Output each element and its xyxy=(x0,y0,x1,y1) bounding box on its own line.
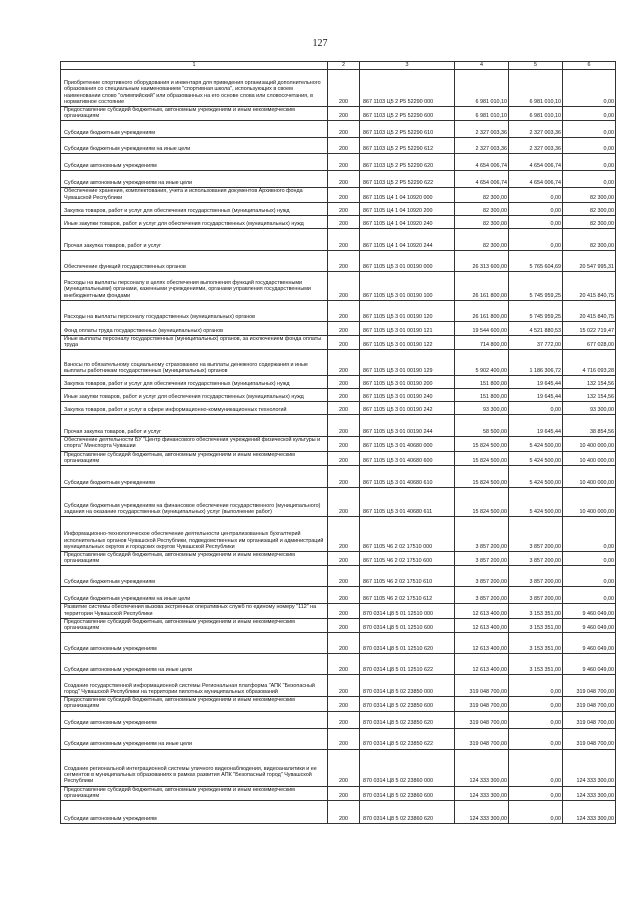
cell-v4: 82 300,00 xyxy=(455,228,509,250)
cell-v4: 12 613 400,00 xyxy=(455,604,509,618)
cell-v4: 6 981 010,10 xyxy=(455,107,509,121)
header-cell: 4 xyxy=(455,62,509,70)
table-row xyxy=(61,437,616,451)
cell-v6: 9 460 049,00 xyxy=(563,654,616,675)
cell-code: 870 0314 Ц8 5 01 12510 622 xyxy=(360,654,455,675)
table-row xyxy=(61,697,616,711)
cell-code: 867 1105 Ц5 3 01 00190 100 xyxy=(360,271,455,300)
cell-v6: 677 028,00 xyxy=(563,335,616,349)
cell-code: 870 0314 Ц8 5 01 12510 600 xyxy=(360,618,455,632)
cell-v4: 3 857 200,00 xyxy=(455,552,509,566)
cell-v5: 5 424 500,00 xyxy=(509,451,563,465)
cell-name: Субсидии автономным учреждениям на иные цели xyxy=(61,654,328,675)
cell-code: 867 1103 Ц5 2 P5 52290 600 xyxy=(360,107,455,121)
cell-c2: 200 xyxy=(328,786,360,800)
table-row xyxy=(61,321,616,335)
cell-code: 867 1105 Ц5 3 01 00190 200 xyxy=(360,376,455,389)
table-row xyxy=(61,488,616,517)
cell-v5: 0,00 xyxy=(509,801,563,824)
cell-v4: 4 654 006,74 xyxy=(455,171,509,188)
table-row xyxy=(61,749,616,786)
cell-c2: 200 xyxy=(328,389,360,402)
cell-name: Предоставление субсидий бюджетным, автономным учреждениям и иным некоммерческим организациям xyxy=(61,107,328,121)
cell-v5: 1 186 306,72 xyxy=(509,350,563,376)
table-row xyxy=(61,552,616,566)
cell-v4: 4 654 006,74 xyxy=(455,154,509,171)
table-row xyxy=(61,138,616,154)
cell-v6: 9 460 049,00 xyxy=(563,604,616,618)
cell-v6: 132 154,56 xyxy=(563,376,616,389)
table-row xyxy=(61,250,616,271)
table-row xyxy=(61,376,616,389)
cell-code: 867 1103 Ц5 2 P5 52290 000 xyxy=(360,70,455,107)
cell-c2: 200 xyxy=(328,711,360,728)
cell-v4: 82 300,00 xyxy=(455,188,509,202)
table-row xyxy=(61,415,616,437)
cell-v6: 9 460 049,00 xyxy=(563,633,616,654)
cell-v6: 82 300,00 xyxy=(563,202,616,215)
cell-code: 867 1105 Ц4 1 04 10920 240 xyxy=(360,215,455,228)
cell-name: Расходы на выплаты персоналу в целях обеспечения выполнения функций государственными (муниципальными) органами, казенными учреждениями, органами управления государственными внебюджетными фондами xyxy=(61,271,328,300)
cell-v6: 20 415 840,75 xyxy=(563,300,616,321)
header-cell: 1 xyxy=(61,62,328,70)
cell-code: 867 1103 Ц5 2 P5 52290 610 xyxy=(360,121,455,138)
cell-v4: 124 333 300,00 xyxy=(455,749,509,786)
cell-v6: 0,00 xyxy=(563,587,616,604)
cell-c2: 200 xyxy=(328,121,360,138)
cell-v5: 5 745 959,25 xyxy=(509,300,563,321)
cell-name: Субсидии бюджетным учреждениям на финансовое обеспечение государственного (муниципального) задания на оказание государственных (муниципальных) услуг (выполнение работ) xyxy=(61,488,328,517)
cell-v4: 2 327 003,36 xyxy=(455,121,509,138)
cell-v5: 19 645,44 xyxy=(509,415,563,437)
header-row xyxy=(61,62,616,70)
cell-name: Субсидии автономным учреждениям на иные цели xyxy=(61,728,328,749)
table-row xyxy=(61,566,616,587)
cell-code: 870 0314 Ц8 5 01 12510 000 xyxy=(360,604,455,618)
cell-name: Иные закупки товаров, работ и услуг для обеспечения государственных (муниципальных) нужд xyxy=(61,215,328,228)
table-row xyxy=(61,728,616,749)
cell-name: Иные выплаты персоналу государственных (муниципальных) органов, за исключением фонда оплаты труда xyxy=(61,335,328,349)
cell-v5: 3 153 351,00 xyxy=(509,604,563,618)
cell-code: 867 1105 Ц5 3 01 40680 600 xyxy=(360,451,455,465)
table-row xyxy=(61,801,616,824)
cell-v6: 319 048 700,00 xyxy=(563,697,616,711)
cell-v6: 0,00 xyxy=(563,171,616,188)
cell-v4: 319 048 700,00 xyxy=(455,697,509,711)
cell-v6: 0,00 xyxy=(563,138,616,154)
cell-v6: 38 854,56 xyxy=(563,415,616,437)
cell-code: 870 0314 Ц8 5 02 23850 000 xyxy=(360,675,455,697)
cell-name: Субсидии автономным учреждениям xyxy=(61,633,328,654)
cell-name: Информационно-технологическое обеспечение деятельности централизованных бухгалтерий исполнительных органов Чувашской Республики, подведомственных им организаций и администраций муниципальных округов и городских округов Чувашской Республики xyxy=(61,517,328,552)
cell-v6: 0,00 xyxy=(563,107,616,121)
cell-name: Взносы по обязательному социальному страхованию на выплаты денежного содержания и иные выплаты работникам государственных (муниципальных) органов xyxy=(61,350,328,376)
cell-c2: 200 xyxy=(328,415,360,437)
cell-v4: 15 824 500,00 xyxy=(455,437,509,451)
cell-code: 870 0314 Ц8 5 02 23860 620 xyxy=(360,801,455,824)
cell-v4: 151 800,00 xyxy=(455,376,509,389)
table-row xyxy=(61,300,616,321)
cell-v5: 3 857 200,00 xyxy=(509,552,563,566)
cell-v4: 15 824 500,00 xyxy=(455,451,509,465)
cell-code: 867 1105 Ч6 2 02 17510 610 xyxy=(360,566,455,587)
cell-code: 867 1105 Ц5 3 01 00190 242 xyxy=(360,402,455,415)
cell-name: Обеспечение деятельности БУ "Центр финансового обеспечения учреждений физической культуры и спорта" Минспорта Чувашии xyxy=(61,437,328,451)
cell-v4: 151 800,00 xyxy=(455,389,509,402)
cell-v6: 319 048 700,00 xyxy=(563,711,616,728)
cell-name: Субсидии автономным учреждениям xyxy=(61,711,328,728)
table-row xyxy=(61,154,616,171)
cell-c2: 200 xyxy=(328,228,360,250)
cell-c2: 200 xyxy=(328,437,360,451)
cell-v5: 4 521 880,53 xyxy=(509,321,563,335)
cell-v5: 5 424 500,00 xyxy=(509,437,563,451)
cell-name: Субсидии автономным учреждениям xyxy=(61,154,328,171)
cell-code: 867 1105 Ц5 3 01 00190 000 xyxy=(360,250,455,271)
cell-v5: 4 654 006,74 xyxy=(509,171,563,188)
cell-v6: 82 300,00 xyxy=(563,228,616,250)
cell-c2: 200 xyxy=(328,188,360,202)
cell-name: Предоставление субсидий бюджетным, автономным учреждениям и иным некоммерческим организациям xyxy=(61,618,328,632)
table-row xyxy=(61,517,616,552)
cell-c2: 200 xyxy=(328,618,360,632)
cell-v6: 10 400 000,00 xyxy=(563,437,616,451)
cell-c2: 200 xyxy=(328,335,360,349)
cell-code: 867 1105 Ц5 3 01 00190 244 xyxy=(360,415,455,437)
cell-name: Предоставление субсидий бюджетным, автономным учреждениям и иным некоммерческим организациям xyxy=(61,697,328,711)
page-number: 127 xyxy=(312,38,328,49)
cell-v5: 19 645,44 xyxy=(509,389,563,402)
cell-v4: 12 613 400,00 xyxy=(455,654,509,675)
cell-v4: 93 300,00 xyxy=(455,402,509,415)
cell-c2: 200 xyxy=(328,70,360,107)
cell-v5: 6 981 010,10 xyxy=(509,70,563,107)
cell-c2: 200 xyxy=(328,517,360,552)
cell-v5: 5 424 500,00 xyxy=(509,488,563,517)
header-cell: 2 xyxy=(328,62,360,70)
cell-v5: 0,00 xyxy=(509,786,563,800)
cell-c2: 200 xyxy=(328,633,360,654)
cell-v5: 0,00 xyxy=(509,675,563,697)
cell-name: Фонд оплаты труда государственных (муниципальных) органов xyxy=(61,321,328,335)
cell-name: Предоставление субсидий бюджетным, автономным учреждениям и иным некоммерческим организациям xyxy=(61,451,328,465)
cell-code: 867 1103 Ц5 2 P5 52290 612 xyxy=(360,138,455,154)
cell-v5: 3 857 200,00 xyxy=(509,566,563,587)
cell-v6: 93 300,00 xyxy=(563,402,616,415)
table-row xyxy=(61,202,616,215)
cell-v5: 37 772,00 xyxy=(509,335,563,349)
cell-v6: 9 460 049,00 xyxy=(563,618,616,632)
cell-code: 867 1105 Ц5 3 01 40680 611 xyxy=(360,488,455,517)
cell-v6: 10 400 000,00 xyxy=(563,488,616,517)
table-row xyxy=(61,786,616,800)
cell-v5: 3 153 351,00 xyxy=(509,618,563,632)
cell-name: Приобретение спортивного оборудования и инвентаря для приведения организаций дополнительного образования со специальным наименованием "спортивная школа", использующих в своем наименовании слово "олимпийский" или образованных на его основе слова или словосочетания, в нормативное состояние xyxy=(61,70,328,107)
cell-v6: 319 048 700,00 xyxy=(563,675,616,697)
cell-v5: 3 153 351,00 xyxy=(509,633,563,654)
cell-v6: 132 154,56 xyxy=(563,389,616,402)
table-row xyxy=(61,402,616,415)
cell-v4: 15 824 500,00 xyxy=(455,466,509,488)
cell-v6: 10 400 000,00 xyxy=(563,466,616,488)
cell-name: Развитие системы обеспечения вызова экстренных оперативных служб по единому номеру "112" на территории Чувашской Республики xyxy=(61,604,328,618)
cell-code: 867 1105 Ц5 3 01 00190 120 xyxy=(360,300,455,321)
cell-v6: 124 333 300,00 xyxy=(563,786,616,800)
table-row xyxy=(61,604,616,618)
cell-name: Обеспечение хранения, комплектования, учета и использования документов Архивного фонда Чувашской Республики xyxy=(61,188,328,202)
cell-code: 867 1105 Ц5 3 01 40680 000 xyxy=(360,437,455,451)
cell-v6: 0,00 xyxy=(563,70,616,107)
cell-c2: 200 xyxy=(328,138,360,154)
cell-c2: 200 xyxy=(328,466,360,488)
cell-code: 867 1105 Ц5 3 01 00190 121 xyxy=(360,321,455,335)
cell-v4: 58 500,00 xyxy=(455,415,509,437)
cell-v4: 82 300,00 xyxy=(455,202,509,215)
cell-v5: 2 327 003,36 xyxy=(509,121,563,138)
cell-v6: 20 547 995,31 xyxy=(563,250,616,271)
cell-code: 867 1105 Ц4 1 04 10920 200 xyxy=(360,202,455,215)
cell-v5: 0,00 xyxy=(509,728,563,749)
table-row xyxy=(61,587,616,604)
cell-v6: 0,00 xyxy=(563,517,616,552)
cell-v6: 0,00 xyxy=(563,566,616,587)
cell-v4: 26 313 600,00 xyxy=(455,250,509,271)
cell-v4: 3 857 200,00 xyxy=(455,587,509,604)
cell-v4: 12 613 400,00 xyxy=(455,618,509,632)
cell-name: Прочая закупка товаров, работ и услуг xyxy=(61,415,328,437)
cell-c2: 200 xyxy=(328,271,360,300)
table-row xyxy=(61,215,616,228)
cell-v5: 0,00 xyxy=(509,228,563,250)
cell-v4: 319 048 700,00 xyxy=(455,728,509,749)
cell-v5: 4 654 006,74 xyxy=(509,154,563,171)
cell-c2: 200 xyxy=(328,250,360,271)
cell-c2: 200 xyxy=(328,749,360,786)
cell-c2: 200 xyxy=(328,697,360,711)
table-row xyxy=(61,389,616,402)
cell-v4: 15 824 500,00 xyxy=(455,488,509,517)
table-row xyxy=(61,618,616,632)
cell-v4: 319 048 700,00 xyxy=(455,675,509,697)
cell-v5: 3 857 200,00 xyxy=(509,587,563,604)
table-row xyxy=(61,171,616,188)
table-row xyxy=(61,711,616,728)
cell-code: 870 0314 Ц8 5 02 23850 622 xyxy=(360,728,455,749)
cell-c2: 200 xyxy=(328,566,360,587)
cell-v5: 3 153 351,00 xyxy=(509,654,563,675)
cell-v4: 12 613 400,00 xyxy=(455,633,509,654)
cell-v5: 0,00 xyxy=(509,202,563,215)
table-row xyxy=(61,350,616,376)
cell-code: 867 1105 Ч6 2 02 17510 000 xyxy=(360,517,455,552)
cell-v6: 15 022 719,47 xyxy=(563,321,616,335)
cell-v6: 10 400 000,00 xyxy=(563,451,616,465)
cell-c2: 200 xyxy=(328,300,360,321)
cell-name: Субсидии автономным учреждениям xyxy=(61,801,328,824)
cell-v6: 0,00 xyxy=(563,154,616,171)
cell-v4: 5 902 400,00 xyxy=(455,350,509,376)
cell-name: Обеспечение функций государственных органов xyxy=(61,250,328,271)
cell-v4: 6 981 010,10 xyxy=(455,70,509,107)
cell-code: 867 1105 Ц5 3 01 40680 610 xyxy=(360,466,455,488)
table-row xyxy=(61,188,616,202)
table-row xyxy=(61,675,616,697)
cell-name: Закупка товаров, работ и услуг для обеспечения государственных (муниципальных) нужд xyxy=(61,202,328,215)
table-row xyxy=(61,228,616,250)
table-row xyxy=(61,121,616,138)
cell-v4: 3 857 200,00 xyxy=(455,566,509,587)
cell-v4: 26 161 800,00 xyxy=(455,300,509,321)
cell-code: 870 0314 Ц8 5 02 23860 000 xyxy=(360,749,455,786)
cell-v5: 0,00 xyxy=(509,711,563,728)
header-cell: 5 xyxy=(509,62,563,70)
cell-v5: 5 765 604,69 xyxy=(509,250,563,271)
cell-v6: 0,00 xyxy=(563,552,616,566)
table-row xyxy=(61,271,616,300)
cell-name: Субсидии бюджетным учреждениям xyxy=(61,566,328,587)
cell-v4: 3 857 200,00 xyxy=(455,517,509,552)
cell-v5: 5 745 959,25 xyxy=(509,271,563,300)
cell-v4: 82 300,00 xyxy=(455,215,509,228)
cell-c2: 200 xyxy=(328,587,360,604)
cell-name: Предоставление субсидий бюджетным, автономным учреждениям и иным некоммерческим организациям xyxy=(61,552,328,566)
cell-code: 867 1103 Ц5 2 P5 52290 620 xyxy=(360,154,455,171)
cell-code: 867 1105 Ц5 3 01 00190 129 xyxy=(360,350,455,376)
cell-v6: 319 048 700,00 xyxy=(563,728,616,749)
cell-name: Предоставление субсидий бюджетным, автономным учреждениям и иным некоммерческим организациям xyxy=(61,786,328,800)
cell-code: 870 0314 Ц8 5 02 23850 620 xyxy=(360,711,455,728)
cell-code: 867 1105 Ц4 1 04 10920 000 xyxy=(360,188,455,202)
cell-v4: 26 161 800,00 xyxy=(455,271,509,300)
table-row xyxy=(61,633,616,654)
cell-v5: 5 424 500,00 xyxy=(509,466,563,488)
cell-v5: 0,00 xyxy=(509,749,563,786)
table-row xyxy=(61,451,616,465)
cell-c2: 200 xyxy=(328,728,360,749)
cell-name: Создание региональной интеграционной системы уличного видеонаблюдения, видеоаналитики и ее сегментов в муниципальных образованиях в рамках развития АПК "Безопасный город" Чувашской Республики xyxy=(61,749,328,786)
cell-code: 870 0314 Ц8 5 02 23850 600 xyxy=(360,697,455,711)
cell-v6: 4 716 093,28 xyxy=(563,350,616,376)
cell-v5: 19 645,44 xyxy=(509,376,563,389)
cell-c2: 200 xyxy=(328,215,360,228)
cell-code: 870 0314 Ц8 5 01 12510 620 xyxy=(360,633,455,654)
cell-c2: 200 xyxy=(328,402,360,415)
cell-code: 867 1105 Ч6 2 02 17510 600 xyxy=(360,552,455,566)
cell-v5: 3 857 200,00 xyxy=(509,517,563,552)
cell-v4: 19 544 600,00 xyxy=(455,321,509,335)
cell-v4: 714 800,00 xyxy=(455,335,509,349)
table-row xyxy=(61,466,616,488)
cell-code: 867 1103 Ц5 2 P5 52290 622 xyxy=(360,171,455,188)
cell-name: Субсидии бюджетным учреждениям на иные цели xyxy=(61,138,328,154)
table-row xyxy=(61,70,616,107)
cell-v5: 0,00 xyxy=(509,697,563,711)
cell-c2: 200 xyxy=(328,154,360,171)
cell-v5: 2 327 003,36 xyxy=(509,138,563,154)
cell-name: Закупка товаров, работ и услуг для обеспечения государственных (муниципальных) нужд xyxy=(61,376,328,389)
cell-name: Прочая закупка товаров, работ и услуг xyxy=(61,228,328,250)
cell-v6: 82 300,00 xyxy=(563,188,616,202)
cell-c2: 200 xyxy=(328,552,360,566)
cell-c2: 200 xyxy=(328,488,360,517)
cell-c2: 200 xyxy=(328,376,360,389)
table-row xyxy=(61,107,616,121)
cell-v4: 124 333 300,00 xyxy=(455,786,509,800)
cell-code: 867 1105 Ч6 2 02 17510 612 xyxy=(360,587,455,604)
cell-name: Субсидии бюджетным учреждениям xyxy=(61,466,328,488)
cell-c2: 200 xyxy=(328,604,360,618)
cell-name: Иные закупки товаров, работ и услуг для обеспечения государственных (муниципальных) нужд xyxy=(61,389,328,402)
cell-v4: 124 333 300,00 xyxy=(455,801,509,824)
cell-name: Закупка товаров, работ и услуг в сфере информационно-коммуникационных технологий xyxy=(61,402,328,415)
cell-c2: 200 xyxy=(328,675,360,697)
cell-c2: 200 xyxy=(328,202,360,215)
header-cell: 3 xyxy=(360,62,455,70)
cell-c2: 200 xyxy=(328,350,360,376)
cell-code: 867 1105 Ц4 1 04 10920 244 xyxy=(360,228,455,250)
cell-v5: 0,00 xyxy=(509,402,563,415)
cell-v6: 20 415 840,75 xyxy=(563,271,616,300)
cell-name: Субсидии бюджетным учреждениям на иные цели xyxy=(61,587,328,604)
cell-v5: 6 981 010,10 xyxy=(509,107,563,121)
cell-c2: 200 xyxy=(328,107,360,121)
cell-v5: 0,00 xyxy=(509,188,563,202)
cell-c2: 200 xyxy=(328,451,360,465)
cell-v6: 0,00 xyxy=(563,121,616,138)
cell-v6: 82 300,00 xyxy=(563,215,616,228)
cell-name: Расходы на выплаты персоналу государственных (муниципальных) органов xyxy=(61,300,328,321)
header-cell: 6 xyxy=(563,62,616,70)
cell-code: 867 1105 Ц5 3 01 00190 122 xyxy=(360,335,455,349)
table-row xyxy=(61,335,616,349)
cell-c2: 200 xyxy=(328,171,360,188)
cell-name: Создание государственной информационной системы Региональная платформа "АПК "Безопасный город" Чувашской Республики на территории пилотных муниципальных образований xyxy=(61,675,328,697)
cell-code: 870 0314 Ц8 5 02 23860 600 xyxy=(360,786,455,800)
cell-name: Субсидии автономным учреждениям на иные цели xyxy=(61,171,328,188)
cell-v6: 124 333 300,00 xyxy=(563,801,616,824)
cell-name: Субсидии бюджетным учреждениям xyxy=(61,121,328,138)
budget-table xyxy=(60,61,616,824)
cell-v4: 319 048 700,00 xyxy=(455,711,509,728)
cell-c2: 200 xyxy=(328,801,360,824)
cell-code: 867 1105 Ц5 3 01 00190 240 xyxy=(360,389,455,402)
table-row xyxy=(61,654,616,675)
cell-v5: 0,00 xyxy=(509,215,563,228)
cell-c2: 200 xyxy=(328,654,360,675)
cell-v6: 124 333 300,00 xyxy=(563,749,616,786)
cell-v4: 2 327 003,36 xyxy=(455,138,509,154)
cell-c2: 200 xyxy=(328,321,360,335)
